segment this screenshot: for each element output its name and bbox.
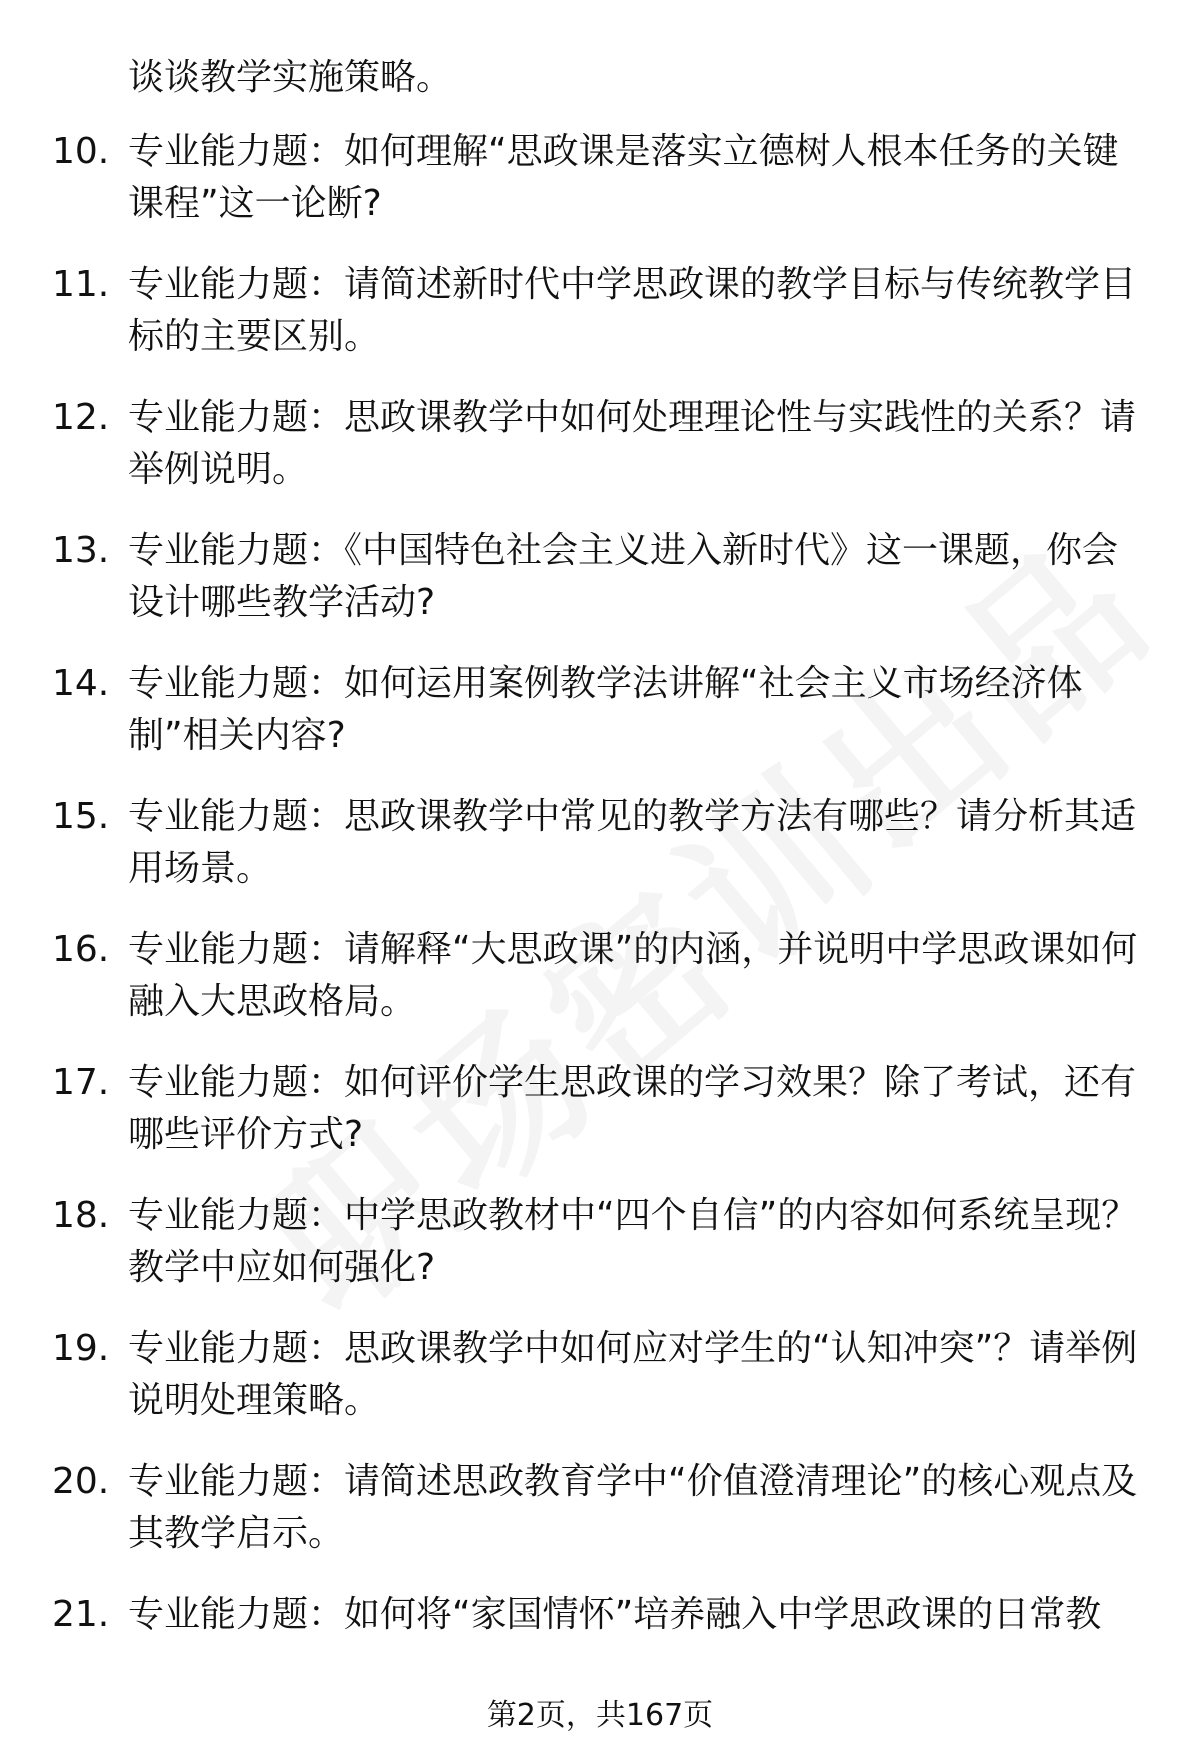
question-number: 15. [52, 796, 110, 837]
question-text: 专业能力题：中学思政教材中“四个自信”的内容如何系统呈现？教学中应如何强化? [128, 1195, 1138, 1288]
question-number: 13. [52, 530, 110, 571]
question-number: 14. [52, 663, 110, 704]
question-text: 专业能力题：《中国特色社会主义进入新时代》这一课题，你会设计哪些教学活动? [128, 530, 1119, 623]
question-item [0, 1057, 1200, 1161]
question-item [0, 126, 1200, 230]
question-item [0, 1323, 1200, 1427]
question-text: 专业能力题：如何理解“思政课是落实立德树人根本任务的关键课程”这一论断? [128, 131, 1119, 224]
question-item [0, 1190, 1200, 1294]
question-text: 专业能力题：思政课教学中如何处理理论性与实践性的关系？请举例说明。 [128, 397, 1137, 490]
question-text: 专业能力题：如何评价学生思政课的学习效果？除了考试，还有哪些评价方式? [128, 1062, 1137, 1155]
question-text: 专业能力题：如何将“家国情怀”培养融入中学思政课的日常教 [128, 1594, 1102, 1635]
question-text: 专业能力题：请解释“大思政课”的内涵，并说明中学思政课如何融入大思政格局。 [128, 929, 1138, 1022]
question-number: 12. [52, 397, 110, 438]
question-number: 11. [52, 264, 110, 305]
question-item [0, 1456, 1200, 1560]
question-item [0, 1589, 1200, 1693]
question-number: 21. [52, 1594, 110, 1635]
question-number: 17. [52, 1062, 110, 1103]
question-item [0, 658, 1200, 762]
question-number: 16. [52, 929, 110, 970]
question-text: 专业能力题：思政课教学中如何应对学生的“认知冲突”？请举例说明处理策略。 [128, 1328, 1138, 1421]
question-item [0, 791, 1200, 895]
page-footer: 第2页，共167页 [486, 1698, 714, 1733]
question-list [0, 126, 1200, 1722]
question-text: 专业能力题：思政课教学中常见的教学方法有哪些？请分析其适用场景。 [128, 796, 1137, 889]
question-item [0, 259, 1200, 363]
question-item [0, 924, 1200, 1028]
question-number: 19. [52, 1328, 110, 1369]
continuation-text: 谈谈教学实施策略。 [128, 57, 453, 98]
question-item [0, 525, 1200, 629]
question-item [0, 392, 1200, 496]
question-number: 10. [52, 131, 110, 172]
question-text: 专业能力题：请简述思政教育学中“价值澄清理论”的核心观点及其教学启示。 [128, 1461, 1138, 1554]
question-number: 20. [52, 1461, 110, 1502]
question-number: 18. [52, 1195, 110, 1236]
question-text: 专业能力题：请简述新时代中学思政课的教学目标与传统教学目标的主要区别。 [128, 264, 1137, 357]
question-text: 专业能力题：如何运用案例教学法讲解“社会主义市场经济体制”相关内容? [128, 663, 1083, 756]
